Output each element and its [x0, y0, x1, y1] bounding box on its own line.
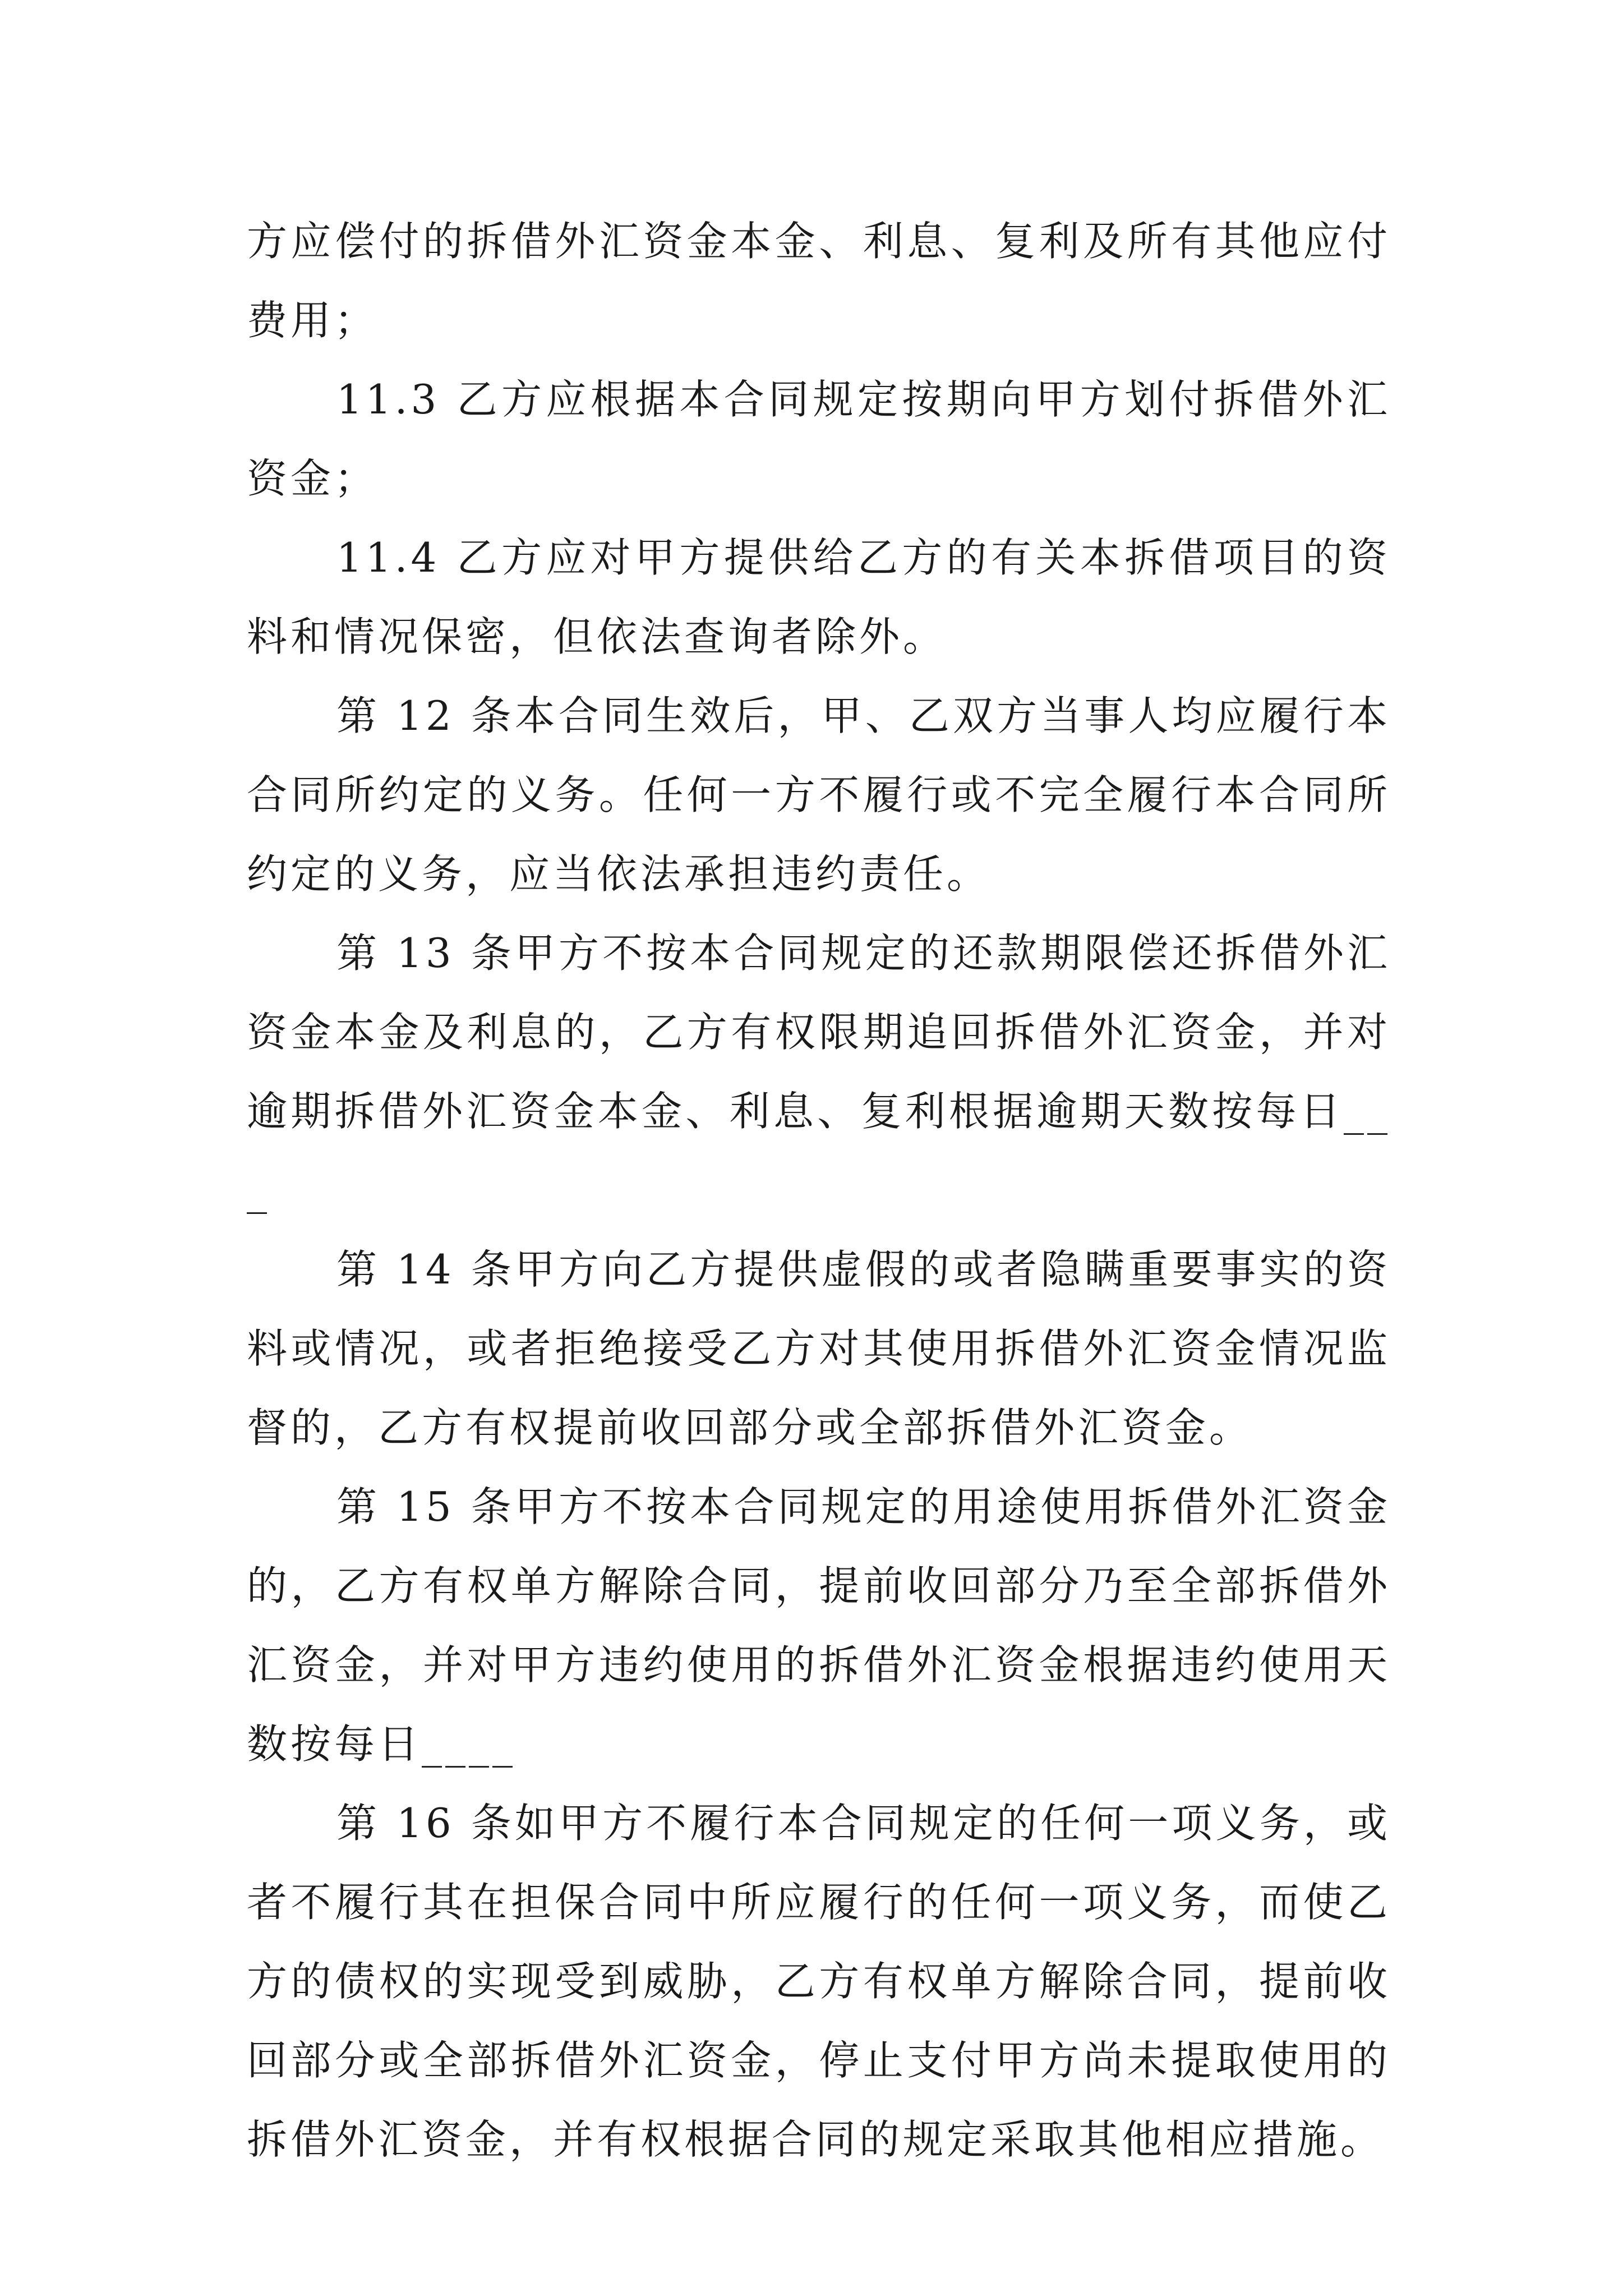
paragraph-article-12: 第 12 条本合同生效后，甲、乙双方当事人均应履行本合同所约定的义务。任何一方不履行或不完全履行本合同所约定的义务，应当依法承担违约责任。 [247, 692, 1391, 898]
paragraph-clause-11-4: 11.4 乙方应对甲方提供给乙方的有关本拆借项目的资料和情况保密，但依法查询者除外。 [247, 534, 1391, 660]
paragraph-article-13: 第 13 条甲方不按本合同规定的还款期限偿还拆借外汇资金本金及利息的，乙方有权限期追回拆借外汇资金，并对逾期拆借外汇资金本金、利息、复利根据逾期天数按每日___ [247, 930, 1391, 1214]
document-body [247, 202, 1391, 2179]
paragraph-article-16: 第 16 条如甲方不履行本合同规定的任何一项义务，或者不履行其在担保合同中所应履行的任何一项义务，而使乙方的债权的实现受到威胁，乙方有权单方解除合同，提前收回部分或全部拆借外汇资金，停止支付甲方尚未提取使用的拆借外汇资金，并有权根据合同的规定采取其他相应措施。 [247, 1800, 1391, 2163]
paragraph-article-15: 第 15 条甲方不按本合同规定的用途使用拆借外汇资金的，乙方有权单方解除合同，提前收回部分乃至全部拆借外汇资金，并对甲方违约使用的拆借外汇资金根据违约使用天数按每日____ [247, 1483, 1391, 1768]
paragraph-clause-11-3: 11.3 乙方应根据本合同规定按期向甲方划付拆借外汇资金； [247, 376, 1391, 502]
paragraph-continuation: 方应偿付的拆借外汇资金本金、利息、复利及所有其他应付费用； [247, 218, 1391, 344]
paragraph-article-14: 第 14 条甲方向乙方提供虚假的或者隐瞒重要事实的资料或情况，或者拒绝接受乙方对其使用拆借外汇资金情况监督的，乙方有权提前收回部分或全部拆借外汇资金。 [247, 1246, 1391, 1451]
